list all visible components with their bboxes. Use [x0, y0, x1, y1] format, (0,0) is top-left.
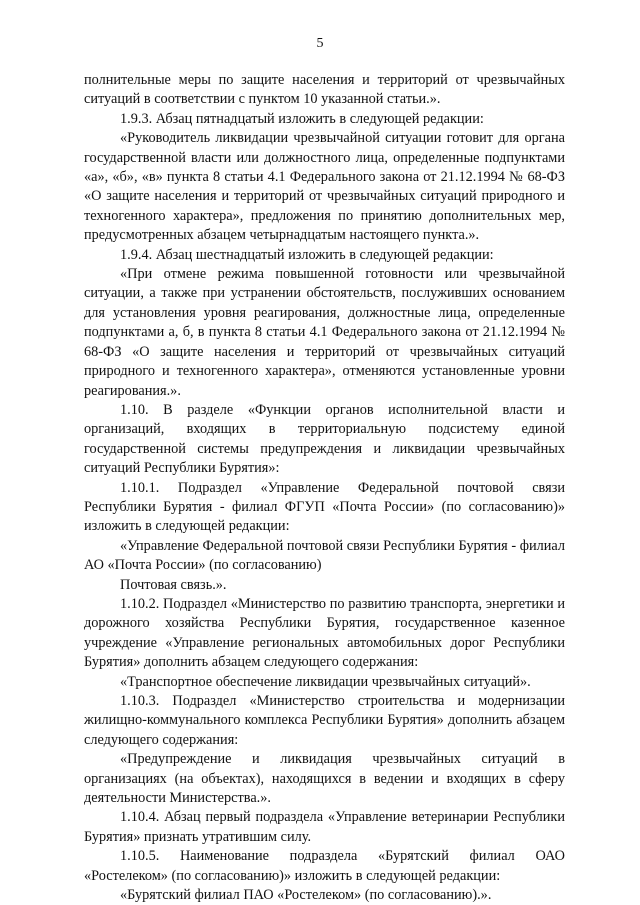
paragraph: 1.10.3. Подраздел «Министерство строительства и модернизации жилищно-коммунального комплекса Республики Бурятия» дополнить абзацем следующего содержания: [84, 693, 565, 748]
paragraph: «Руководитель ликвидации чрезвычайной ситуации готовит для органа государственной власти или должностного лица, определенные подпунктами «а», «б», «в» пункта 8 статьи 4.1 Федерального закона от 21.12.1994 № 68-ФЗ «О защите населения и территорий от чрезвычайных ситуаций природного и техногенного характера», предложения по принятию дополнительных мер, предусмотренных абзацем четырнадцатым настоящего пункта.». [84, 130, 565, 244]
paragraph: «Бурятский филиал ПАО «Ростелеком» (по согласованию).». [120, 887, 492, 904]
paragraph: Почтовая связь.». [120, 576, 227, 593]
paragraph: 1.9.3. Абзац пятнадцатый изложить в следующей редакции: [120, 110, 484, 127]
paragraph: «При отмене режима повышенной готовности или чрезвычайной ситуации, а также при устранении обстоятельств, послуживших основанием для установления уровня реагирования, должностные лица, определенные подпунктами а, б, в пункта 8 статьи 4.1 Федерального закона от 21.12.1994 № 68-ФЗ «О защите населения и территорий от чрезвычайных ситуаций природного и техногенного характера», отменяются установленные уровни реагирования.». [84, 266, 565, 399]
paragraph: полнительные меры по защите населения и территорий от чрезвычайных ситуаций в соответствии с пунктом 10 указанной статьи.». [84, 72, 565, 108]
paragraph: 1.9.4. Абзац шестнадцатый изложить в следующей редакции: [120, 246, 494, 263]
paragraph: 1.10.1. Подраздел «Управление Федеральной почтовой связи Республики Бурятия - филиал ФГУП «Почта России» (по согласованию)» изложить в следующей редакции: [84, 479, 565, 535]
paragraph: «Предупреждение и ликвидация чрезвычайных ситуаций в организациях (на объектах), находящихся в ведении и входящих в сферу деятельности Министерства.». [84, 751, 565, 807]
paragraph: 1.10.5. Наименование подраздела «Бурятский филиал ОАО «Ростелеком» (по согласованию)» изложить в следующей редакции: [84, 848, 565, 884]
paragraph: «Управление Федеральной почтовой связи Республики Бурятия - филиал АО «Почта России» (по согласованию) [84, 537, 565, 574]
document-body [84, 71, 565, 905]
page-number: 5 [316, 36, 324, 51]
paragraph: 1.10. В разделе «Функции органов исполнительной власти и организаций, входящих в территориальную подсистему единой государственной системы предупреждения и ликвидации чрезвычайных ситуаций Республики Бурятия»: [84, 401, 565, 477]
paragraph: «Транспортное обеспечение ликвидации чрезвычайных ситуаций». [120, 673, 531, 690]
paragraph: 1.10.2. Подраздел «Министерство по развитию транспорта, энергетики и дорожного хозяйства Республики Бурятия, государственное казенное учреждение «Управление региональных автомобильных дорог Республики Бурятия» дополнить абзацем следующего содержания: [84, 595, 565, 671]
paragraph: 1.10.4. Абзац первый подраздела «Управление ветеринарии Республики Бурятия» признать утратившим силу. [84, 809, 565, 845]
